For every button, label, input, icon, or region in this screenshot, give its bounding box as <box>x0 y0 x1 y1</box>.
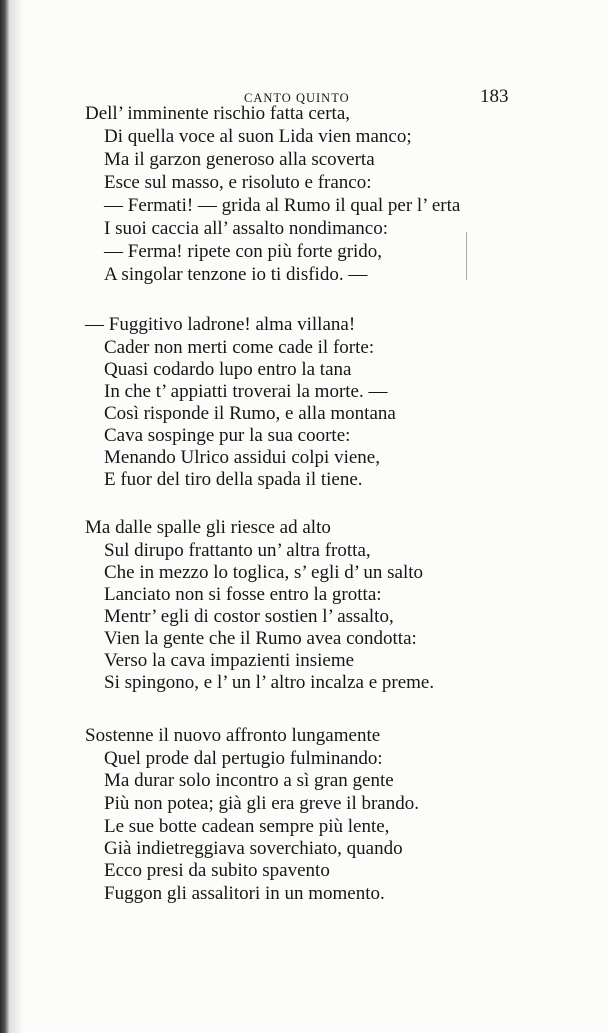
verse-line: Che in mezzo lo toglica, s’ egli d’ un salto <box>104 562 424 583</box>
verse-line: Mentr’ egli di costor sostien l’ assalto, <box>104 606 394 627</box>
verse-line: — Ferma! ripete con più forte grido, <box>104 241 383 262</box>
verse-line: Verso la cava impazienti insieme <box>104 650 355 671</box>
verse-line: Sostenne il nuovo affronto lungamente <box>85 725 381 746</box>
verse-line: A singolar tenzone io ti disfido. — <box>104 264 368 285</box>
verse-line: Ma durar solo incontro a sì gran gente <box>104 770 394 791</box>
verse-line: Le sue botte cadean sempre più lente, <box>104 816 390 837</box>
verse-line: Esce sul masso, e risoluto e franco: <box>104 172 372 193</box>
verse-line: Si spingono, e l’ un l’ altro incalza e preme. <box>104 672 435 693</box>
verse-line: Più non potea; già gli era greve il brando. <box>104 793 419 814</box>
book-spine-shadow <box>0 0 9 1033</box>
verse-line: I suoi caccia all’ assalto nondimanco: <box>104 218 389 239</box>
verse-line: Cader non merti come cade il forte: <box>104 337 375 358</box>
verse-line: Sul dirupo frattanto un’ altra frotta, <box>104 540 371 561</box>
running-title: CANTO QUINTO <box>244 91 350 105</box>
verse-line: — Fermati! — grida al Rumo il qual per l’ erta <box>104 195 461 216</box>
verse-line: Vien la gente che il Rumo avea condotta: <box>104 628 417 649</box>
verse-line: Ma dalle spalle gli riesce ad alto <box>85 517 331 538</box>
verse-line: Lanciato non si fosse entro la grotta: <box>104 584 382 605</box>
verse-line: — Fuggitivo ladrone! alma villana! <box>85 314 356 335</box>
verse-line: Di quella voce al suon Lida vien manco; <box>104 126 412 147</box>
verse-line: Dell’ imminente rischio fatta certa, <box>85 103 351 124</box>
verse-line: Così risponde il Rumo, e alla montana <box>104 403 396 424</box>
verse-line: Quasi codardo lupo entro la tana <box>104 359 352 380</box>
verse-line: Menando Ulrico assidui colpi viene, <box>104 447 380 468</box>
verse-line: Già indietreggiava soverchiato, quando <box>104 838 403 859</box>
page-number: 183 <box>480 86 509 107</box>
verse-line: Fuggon gli assalitori in un momento. <box>104 883 385 904</box>
verse-line: E fuor del tiro della spada il tiene. <box>104 469 363 490</box>
verse-line: Ma il garzon generoso alla scoverta <box>104 149 375 170</box>
verse-line: Ecco presi da subito spavento <box>104 860 330 881</box>
scan-artifact-line <box>466 232 467 280</box>
verse-line: In che t’ appiatti troverai la morte. — <box>104 381 388 402</box>
verse-line: Cava sospinge pur la sua coorte: <box>104 425 351 446</box>
gutter-shade <box>9 0 23 1033</box>
verse-line: Quel prode dal pertugio fulminando: <box>104 748 383 769</box>
